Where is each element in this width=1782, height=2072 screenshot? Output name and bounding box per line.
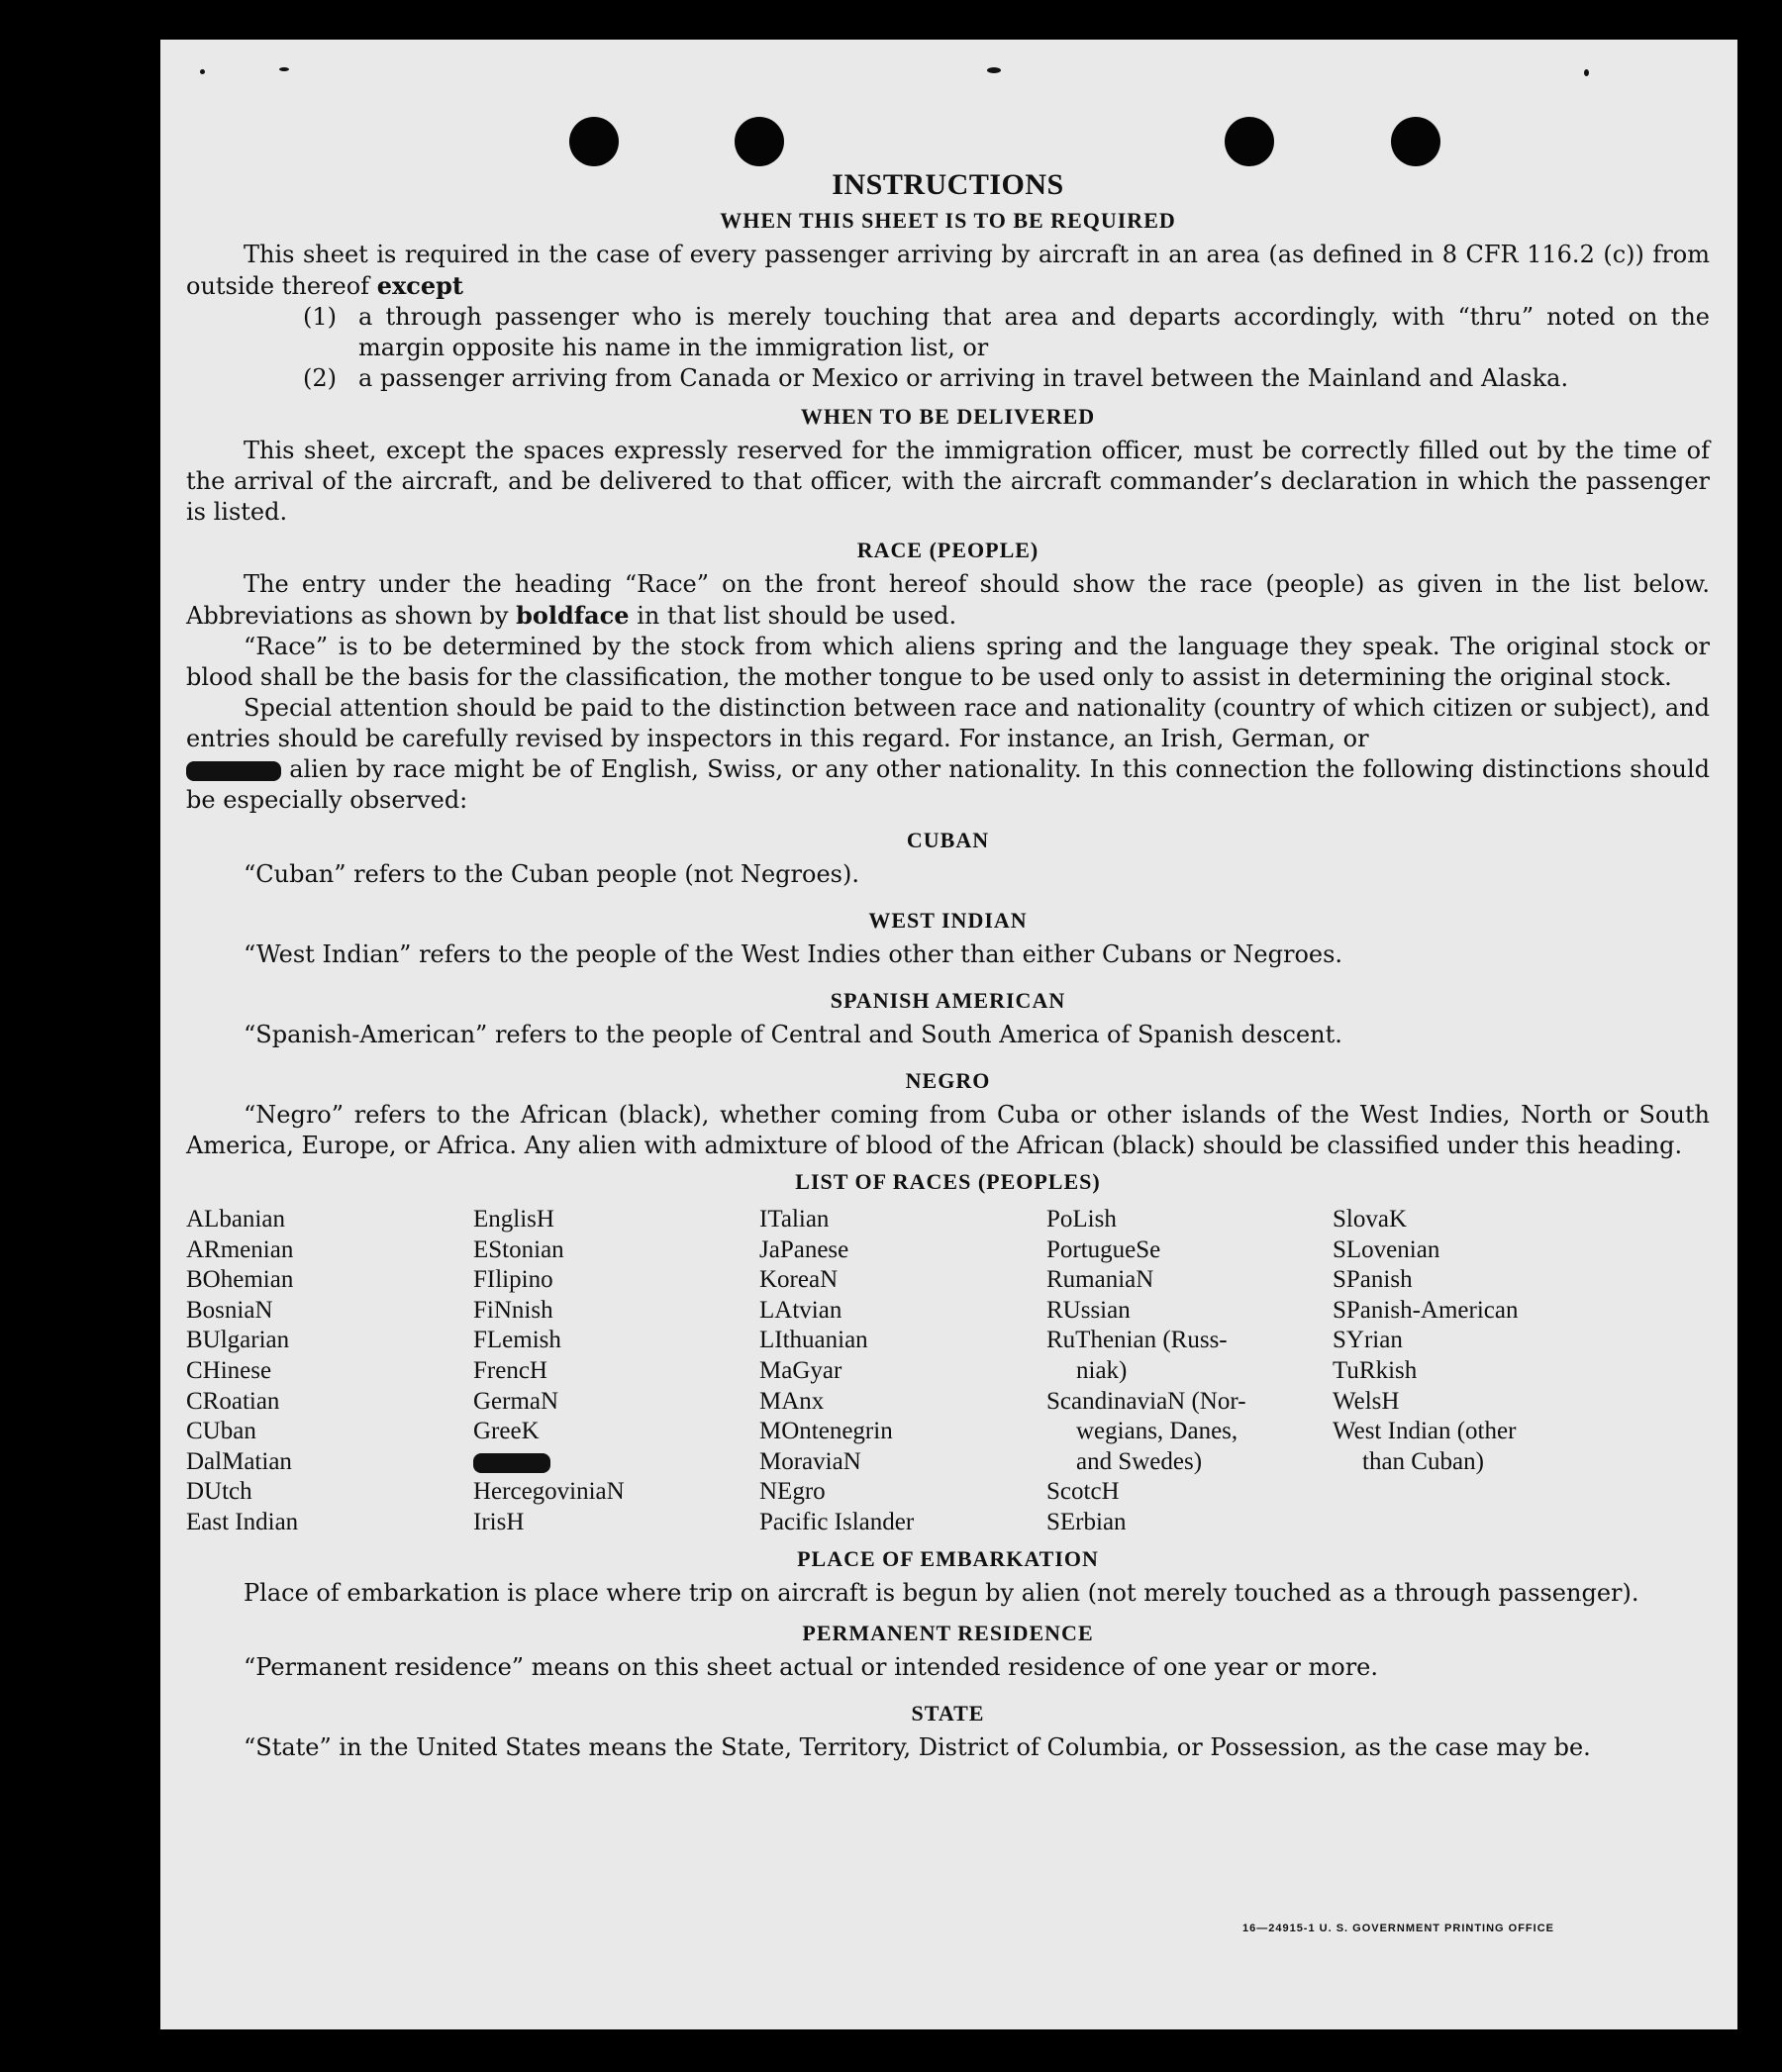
race-entry: ALbanian bbox=[186, 1206, 285, 1233]
race-entry: NEgro bbox=[759, 1478, 826, 1506]
section-heading-cuban: CUBAN bbox=[906, 828, 990, 852]
punch-hole bbox=[569, 117, 619, 166]
race-entry: FrencH bbox=[473, 1356, 547, 1384]
document-sheet bbox=[160, 40, 1737, 2029]
race-entry: SLovenian bbox=[1333, 1235, 1440, 1263]
race-entry: RumaniaN bbox=[1046, 1266, 1154, 1294]
race-entry: MOntenegrin bbox=[759, 1418, 893, 1445]
section-heading-delivered: WHEN TO BE DELIVERED bbox=[800, 404, 1096, 429]
race-entry: GreeK bbox=[473, 1418, 540, 1445]
race-entry: JaPanese bbox=[759, 1235, 849, 1263]
speck bbox=[1584, 69, 1589, 76]
race-entry: ScotcH bbox=[1046, 1478, 1120, 1506]
state-text: “State” in the United States means the State, Territory, District of Columbia, or Possession, as the case may be. bbox=[244, 1732, 1591, 1761]
residence-text: “Permanent residence” means on this sheet actual or intended residence of one year or more. bbox=[244, 1652, 1378, 1681]
race-entry: SErbian bbox=[1046, 1508, 1127, 1535]
race-entry: FLemish bbox=[473, 1327, 561, 1354]
section-heading-required: WHEN THIS SHEET IS TO BE REQUIRED bbox=[720, 208, 1176, 233]
page-title: INSTRUCTIONS bbox=[832, 168, 1064, 201]
race-paragraph-2: “Race” is to be determined by the stock from which aliens spring and the language they speak. The original stock or blood shall be the basis for the classification, the mother tongue to be used only to assist in determining the original stock. bbox=[186, 633, 1710, 691]
race-entry: niak) bbox=[1076, 1356, 1128, 1384]
negro-text: “Negro” refers to the African (black), whether coming from Cuba or other islands of the West Indies, North or South America, Europe, or Africa. Any alien with admixture of blood of the African (black) should be classified under this heading. bbox=[186, 1101, 1710, 1159]
race-entry: wegians, Danes, bbox=[1076, 1418, 1238, 1445]
race-entry: BosniaN bbox=[186, 1296, 273, 1324]
exception-item: (2) a passenger arriving from Canada or Mexico or arriving in travel between the Mainland and Alaska. bbox=[303, 364, 1569, 392]
race-entry: CUban bbox=[186, 1418, 256, 1445]
race-entry: BOhemian bbox=[186, 1266, 294, 1294]
section-heading-list: LIST OF RACES (PEOPLES) bbox=[795, 1169, 1101, 1194]
required-text: This sheet is required in the case of every passenger arriving by aircraft in an area (as defined in 8 CFR 116.2 (c)) from outside thereof except bbox=[186, 241, 1710, 300]
section-heading-west-indian: WEST INDIAN bbox=[868, 908, 1028, 933]
embarkation-text: Place of embarkation is place where trip on aircraft is begun by alien (not merely touched as a through passenger). bbox=[244, 1578, 1639, 1607]
race-entry: MAnx bbox=[759, 1387, 825, 1415]
race-entry: DalMatian bbox=[186, 1447, 292, 1475]
race-entry: LAtvian bbox=[759, 1296, 842, 1324]
race-entry: EnglisH bbox=[473, 1206, 554, 1233]
race-entry: Pacific Islander bbox=[759, 1508, 915, 1535]
race-entry: SPanish-American bbox=[1333, 1296, 1519, 1324]
delivered-text: This sheet, except the spaces expressly reserved for the immigration officer, must be correctly filled out by the time of the arrival of the aircraft, and be delivered to that officer, with the aircraft commander’s declaration in which the passenger is listed. bbox=[186, 437, 1710, 526]
race-entry: GermaN bbox=[473, 1387, 559, 1415]
race-entry: ARmenian bbox=[186, 1235, 294, 1263]
race-entry: West Indian (other bbox=[1333, 1418, 1517, 1445]
race-entry: and Swedes) bbox=[1076, 1447, 1203, 1475]
printer-footer: 16—24915-1 U. S. GOVERNMENT PRINTING OFFICE bbox=[1241, 1923, 1554, 1934]
race-entry: ScandinaviaN (Nor- bbox=[1046, 1387, 1246, 1415]
west-indian-text: “West Indian” refers to the people of the West Indies other than either Cubans or Negroes. bbox=[244, 940, 1343, 968]
cuban-text: “Cuban” refers to the Cuban people (not Negroes). bbox=[244, 860, 859, 888]
race-column bbox=[759, 1205, 1046, 1538]
race-entry: WelsH bbox=[1333, 1387, 1400, 1415]
section-heading-state: STATE bbox=[911, 1700, 985, 1726]
section-heading-embarkation: PLACE OF EMBARKATION bbox=[797, 1545, 1099, 1571]
race-column bbox=[473, 1205, 759, 1538]
section-heading-negro: NEGRO bbox=[905, 1068, 991, 1093]
race-entry: PoLish bbox=[1046, 1206, 1117, 1233]
punch-hole bbox=[735, 117, 784, 166]
section-heading-spanish-american: SPANISH AMERICAN bbox=[830, 988, 1066, 1013]
race-paragraph-1: The entry under the heading “Race” on the front hereof should show the race (people) as given in the list below. Abbreviations as shown by boldface in that list should be used. bbox=[186, 570, 1710, 630]
race-paragraph-3: Special attention should be paid to the distinction between race and nationality (country of which citizen or subject), and entries should be carefully revised by inspectors in this regard. For instance, an Irish, German, or alien by race might be of English, Swiss, or any other nationality. In this connection the following distinctions should be especially observed: bbox=[186, 694, 1710, 814]
race-entry: ITalian bbox=[759, 1206, 830, 1233]
race-entry: RUssian bbox=[1046, 1296, 1131, 1324]
race-entry: HercegoviniaN bbox=[473, 1478, 625, 1506]
race-entry: East Indian bbox=[186, 1508, 299, 1535]
race-entry: MoraviaN bbox=[759, 1447, 861, 1475]
exception-item: (1) a through passenger who is merely touching that area and departs accordingly, with “thru” noted on the margin opposite his name in the immigration list, or bbox=[303, 303, 1710, 361]
section-heading-race: RACE (PEOPLE) bbox=[856, 538, 1040, 562]
race-entry: SPanish bbox=[1333, 1266, 1413, 1294]
race-entry: SlovaK bbox=[1333, 1206, 1407, 1233]
redaction-mark bbox=[473, 1453, 550, 1473]
race-entry: FIlipino bbox=[473, 1266, 553, 1294]
race-column bbox=[1046, 1205, 1333, 1538]
race-entry: LIthuanian bbox=[759, 1327, 868, 1354]
race-entry: RuThenian (Russ- bbox=[1046, 1327, 1228, 1354]
redaction-mark bbox=[186, 761, 281, 781]
race-column bbox=[1333, 1205, 1630, 1538]
race-entry: than Cuban) bbox=[1362, 1447, 1484, 1475]
race-entry-redacted bbox=[473, 1447, 759, 1478]
race-list bbox=[186, 1205, 1710, 1538]
spanish-american-text: “Spanish-American” refers to the people of Central and South America of Spanish descent. bbox=[244, 1021, 1342, 1048]
section-heading-residence: PERMANENT RESIDENCE bbox=[802, 1620, 1094, 1645]
race-entry: TuRkish bbox=[1333, 1356, 1418, 1384]
race-column bbox=[186, 1205, 473, 1538]
race-entry: KoreaN bbox=[759, 1266, 839, 1294]
speck bbox=[987, 67, 1001, 73]
punch-hole bbox=[1225, 117, 1274, 166]
race-entry: BUlgarian bbox=[186, 1327, 290, 1354]
race-entry: MaGyar bbox=[759, 1356, 842, 1384]
race-entry: PortugueSe bbox=[1046, 1235, 1161, 1263]
race-entry: CHinese bbox=[186, 1356, 272, 1384]
race-entry: SYrian bbox=[1333, 1327, 1403, 1354]
race-entry: IrisH bbox=[473, 1508, 525, 1535]
speck bbox=[200, 69, 205, 74]
punch-hole bbox=[1391, 117, 1440, 166]
race-entry: CRoatian bbox=[186, 1387, 280, 1415]
race-entry: EStonian bbox=[473, 1235, 564, 1263]
race-entry: FiNnish bbox=[473, 1296, 553, 1324]
speck bbox=[279, 67, 289, 71]
race-entry: DUtch bbox=[186, 1478, 252, 1506]
